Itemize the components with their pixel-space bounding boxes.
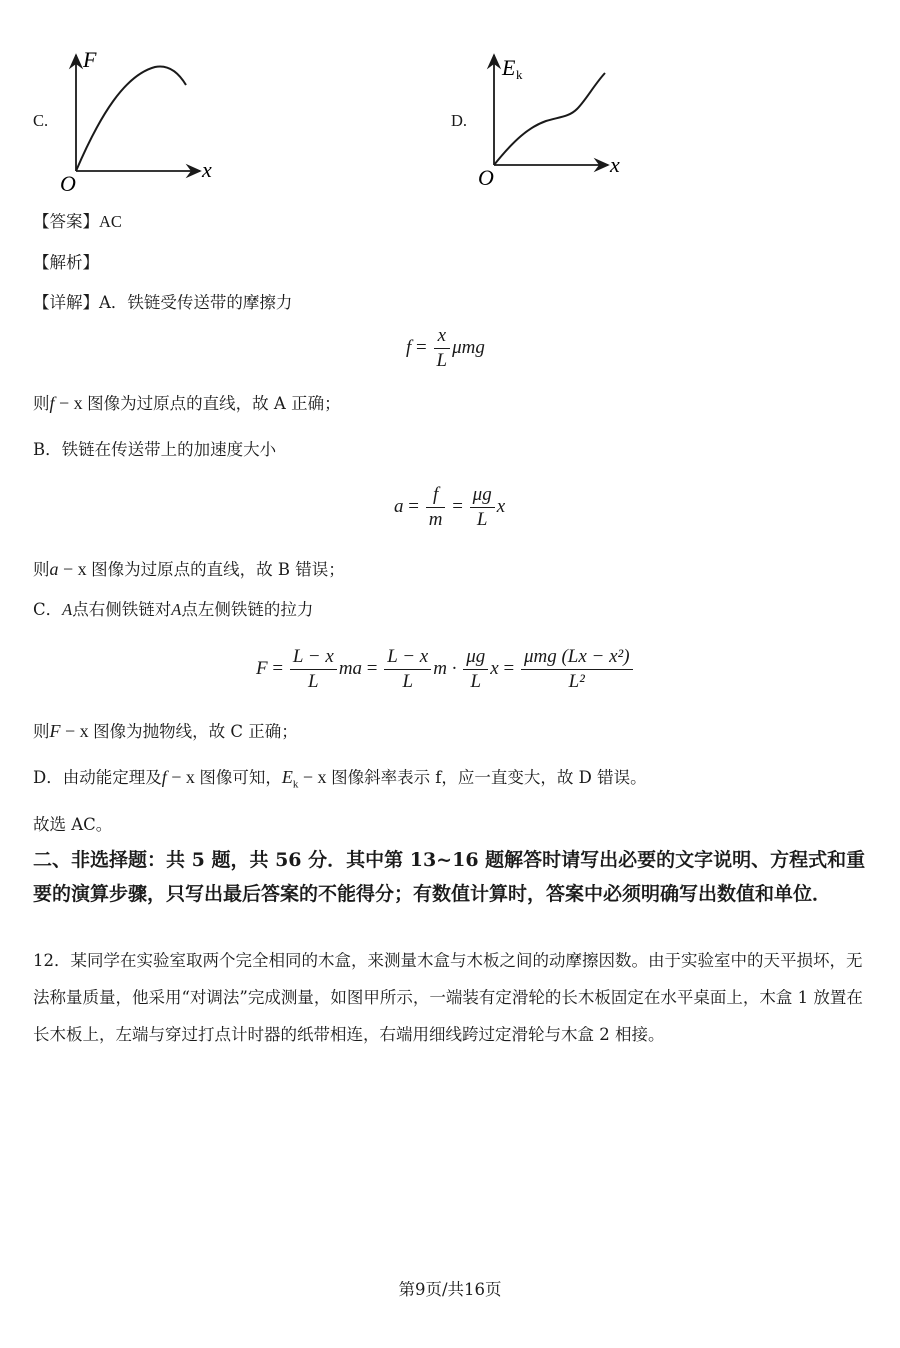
- d-y-subscript: k: [516, 67, 523, 82]
- answer-value: AC: [99, 212, 122, 231]
- d-origin: O: [478, 165, 494, 190]
- option-c-graph: [55, 45, 225, 195]
- analysis-tag: 【解析】: [33, 253, 99, 272]
- detail-c-intro: C．A点右侧铁链对A点左侧铁链的拉力: [33, 600, 314, 619]
- c-origin: O: [60, 171, 76, 195]
- eq1-fraction: $\frac{x}{L}$: [434, 324, 451, 373]
- detail-tag: 【详解】: [33, 293, 99, 312]
- option-c-label: C.: [33, 111, 49, 130]
- conclusion: 故选 AC。: [33, 815, 113, 834]
- detail-a-intro: 【详解】A．铁链受传送带的摩擦力: [33, 293, 293, 312]
- detail-a-conclusion: 则f − x 图像为过原点的直线，故 A 正确；: [33, 393, 341, 413]
- detail-d-text: D．由动能定理及f − x 图像可知，$E_k - x$ 图像斜率表示 f，应一直变大，故 D 错误。: [33, 767, 647, 791]
- detail-c-conclusion: 则F − x 图像为抛物线，故 C 正确；: [33, 721, 298, 741]
- answer-tag: 【答案】: [33, 212, 99, 231]
- c-x-label: x: [202, 157, 212, 182]
- answer-line: [33, 211, 122, 233]
- c-curve: [76, 66, 186, 171]
- option-d-graph: [474, 45, 644, 195]
- detail-b-conclusion: 则a − x 图像为过原点的直线，故 B 错误；: [33, 559, 345, 579]
- equation-1: f = $\frac{x}{L}$ μmg: [406, 325, 485, 371]
- page-footer: 第9页/共16页: [398, 1280, 502, 1299]
- c-y-label: F: [83, 47, 97, 72]
- section-heading: 二、非选择题：共 5 题，共 56 分．其中第 13~16 题解答时请写出必要的文字说明、方程式和重要的演算步骤，只写出最后答案的不能得分；有数值计算时，答案中必须明确写出数值和单位．: [33, 849, 866, 905]
- option-d-label: D.: [451, 111, 468, 130]
- d-x-label: x: [610, 152, 620, 177]
- question-12: 12．某同学在实验室取两个完全相同的木盒，来测量木盒与木板之间的动摩擦因数。由于实验室中的天平损坏，无法称量质量，他采用“对调法”完成测量，如图甲所示，一端装有定滑轮的长木板固定在水平桌面上，木盒 1 放置在长木板上，左端与穿过打点计时器的纸带相连，右端用细线跨过定滑轮与木盒 2 相接。: [33, 951, 863, 1044]
- equation-2: a = $\frac{f}{m}$ = $\frac{\mu g}{L}$ x: [394, 484, 506, 530]
- d-y-label: E: [502, 55, 516, 80]
- equation-3: F = $\frac{L - x}{L}$ ma = $\frac{L - x}{L}$ m · $\frac{\mu g}{L}$ x = $\frac{\text{μmg (Lx − x²)}}{\text{L²}}$: [256, 645, 635, 694]
- d-curve: [494, 73, 605, 165]
- detail-b-intro: B．铁链在传送带上的加速度大小: [33, 440, 277, 459]
